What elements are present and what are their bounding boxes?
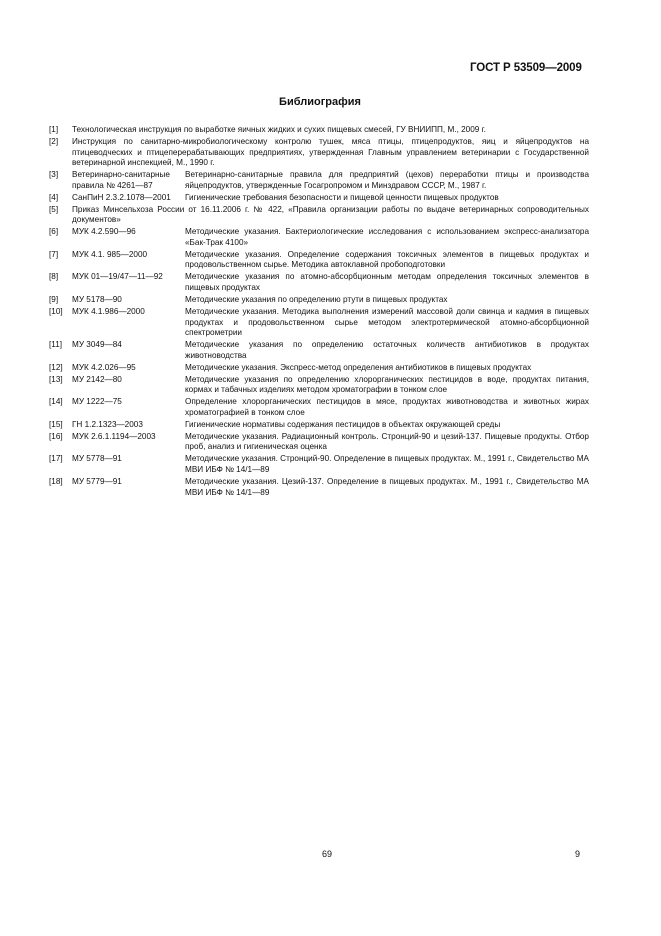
- entry-number: [16]: [49, 431, 63, 441]
- bibliography-entry: [49, 137, 589, 169]
- bibliography-entry: [49, 397, 589, 418]
- entry-text: Методические указания. Определение содержания токсичных элементов в пищевых продуктах и продовольственном сырье. Методика автоклавной пробоподготовки: [185, 249, 589, 270]
- entry-designation: МУК 4.1. 985—2000: [72, 249, 148, 259]
- bibliography-entry: [49, 205, 589, 226]
- entry-text: Методические указания по определению ртути в пищевых продуктах: [185, 295, 448, 305]
- entry-designation: МУК 4.2.026—95: [72, 362, 136, 372]
- entry-number: [13]: [49, 374, 63, 384]
- entry-number: [3]: [49, 170, 59, 180]
- entry-number: [6]: [49, 227, 59, 237]
- entry-designation: МУК 01—19/47—11—92: [72, 272, 163, 282]
- entry-text: Инструкция по санитарно-микробиологическому контролю тушек, мяса птицы, птицепродуктов, яиц и яйцепродуктов на птицеводческих и птицеперерабатывающих предприятиях, утвержденная Главным управлением ветеринарии с Государственной ветеринарной инспекцией, М., 1990 г.: [72, 136, 589, 168]
- entry-number: [4]: [49, 192, 59, 202]
- entry-designation: МУ 5778—91: [72, 454, 122, 464]
- bibliography-entry: [49, 227, 589, 248]
- bibliography-entry: [49, 272, 589, 293]
- entry-number: [7]: [49, 249, 59, 259]
- bibliography-entry: [49, 295, 589, 306]
- entry-text: Методические указания. Методика выполнения измерений массовой доли свинца и кадмия в пищевых продуктах и продовольственном сырье методом электротермической атомно-абсорбционной спектрометрии: [185, 307, 589, 338]
- entry-text: Технологическая инструкция по выработке яичных жидких и сухих пищевых смесей, ГУ ВНИИПП, М., 2009 г.: [72, 125, 486, 134]
- entry-number: [10]: [49, 307, 63, 317]
- bibliography-list: [49, 125, 589, 500]
- entry-text: Методические указания по атомно-абсорбционным методам определения токсичных элементов в пищевых продуктах: [185, 272, 589, 293]
- entry-designation: МУ 5178—90: [72, 295, 122, 305]
- entry-text: Методические указания. Экспресс-метод определения антибиотиков в пищевых продуктах: [185, 362, 532, 372]
- section-title: Библиография: [279, 96, 361, 108]
- entry-text: Гигиенические нормативы содержания пестицидов в объектах окружающей среды: [185, 419, 501, 429]
- entry-number: [5]: [49, 204, 59, 214]
- bibliography-entry: [49, 420, 589, 431]
- bibliography-entry: [49, 193, 589, 204]
- entry-designation: СанПиН 2.3.2.1078—2001: [72, 192, 171, 202]
- entry-text: Приказ Минсельхоза России от 16.11.2006 г. № 422, «Правила организации работы по выдаче ветеринарных сопроводительных документов»: [72, 204, 589, 225]
- entry-number: [17]: [49, 454, 63, 464]
- entry-designation: МУК 4.2.590—96: [72, 227, 136, 237]
- entry-text: Гигиенические требования безопасности и пищевой ценности пищевых продуктов: [185, 192, 499, 202]
- entry-text: Методические указания по определению хлорорганических пестицидов в воде, продуктах питания, кормах и табачных изделиях методом хроматографии в тонком слое: [185, 374, 589, 395]
- document-code: ГОСТ Р 53509—2009: [470, 62, 582, 74]
- entry-text: Методические указания. Радиационный контроль. Стронций-90 и цезий-137. Пищевые продукты. Отбор проб, анализ и гигиеническая оценка: [185, 431, 589, 452]
- sheet-number: 9: [575, 849, 581, 859]
- entry-designation: МУ 2142—80: [72, 374, 122, 384]
- entry-text: Методические указания. Стронций-90. Определение в пищевых продуктах. М., 1991 г., Свидетельство МА МВИ ИБФ № 14/1—89: [185, 454, 589, 475]
- entry-number: [14]: [49, 397, 63, 407]
- entry-designation: МУ 1222—75: [72, 397, 122, 407]
- entry-text: Методические указания. Бактериологические исследования с использованием экспресс-анализатора «Бак-Трак 4100»: [185, 227, 589, 247]
- entry-designation: МУ 3049—84: [72, 340, 122, 350]
- entry-number: [11]: [49, 340, 63, 350]
- bibliography-entry: [49, 375, 589, 396]
- entry-designation: МУК 4.1.986—2000: [72, 307, 145, 317]
- bibliography-entry: [49, 307, 589, 339]
- entry-number: [12]: [49, 362, 63, 372]
- entry-designation: МУ 5779—91: [72, 477, 122, 487]
- entry-number: [2]: [49, 136, 59, 146]
- entry-number: [8]: [49, 272, 59, 282]
- bibliography-entry: [49, 125, 589, 136]
- bibliography-entry: [49, 170, 589, 191]
- entry-number: [1]: [49, 125, 59, 134]
- entry-designation: Ветеринарно-санитарные правила № 4261—87: [72, 170, 170, 190]
- entry-text: Методические указания. Цезий-137. Определение в пищевых продуктах. М., 1991 г., Свидетельство МА МВИ ИБФ № 14/1—89: [185, 477, 589, 497]
- entry-text: Методические указания по определению остаточных количеств антибиотиков в продуктах животноводства: [185, 340, 589, 360]
- bibliography-entry: [49, 454, 589, 475]
- bibliography-entry: [49, 477, 589, 498]
- entry-designation: ГН 1.2.1323—2003: [72, 419, 143, 429]
- entry-designation: МУК 2.6.1.1194—2003: [72, 431, 156, 441]
- bibliography-entry: [49, 432, 589, 453]
- bibliography-entry: [49, 250, 589, 271]
- entry-text: Определение хлорорганических пестицидов в мясе, продуктах животноводства и животных жирах хроматографией в тонком слое: [185, 397, 589, 417]
- page-number: 69: [322, 849, 333, 859]
- bibliography-entry: [49, 363, 589, 374]
- entry-text: Ветеринарно-санитарные правила для предприятий (цехов) переработки птицы и производства яйцепродуктов, утвержденные Госагропромом и Минздравом СССР, М., 1987 г.: [185, 170, 589, 190]
- bibliography-entry: [49, 340, 589, 361]
- entry-number: [15]: [49, 419, 63, 429]
- entry-number: [18]: [49, 477, 63, 487]
- entry-number: [9]: [49, 295, 59, 305]
